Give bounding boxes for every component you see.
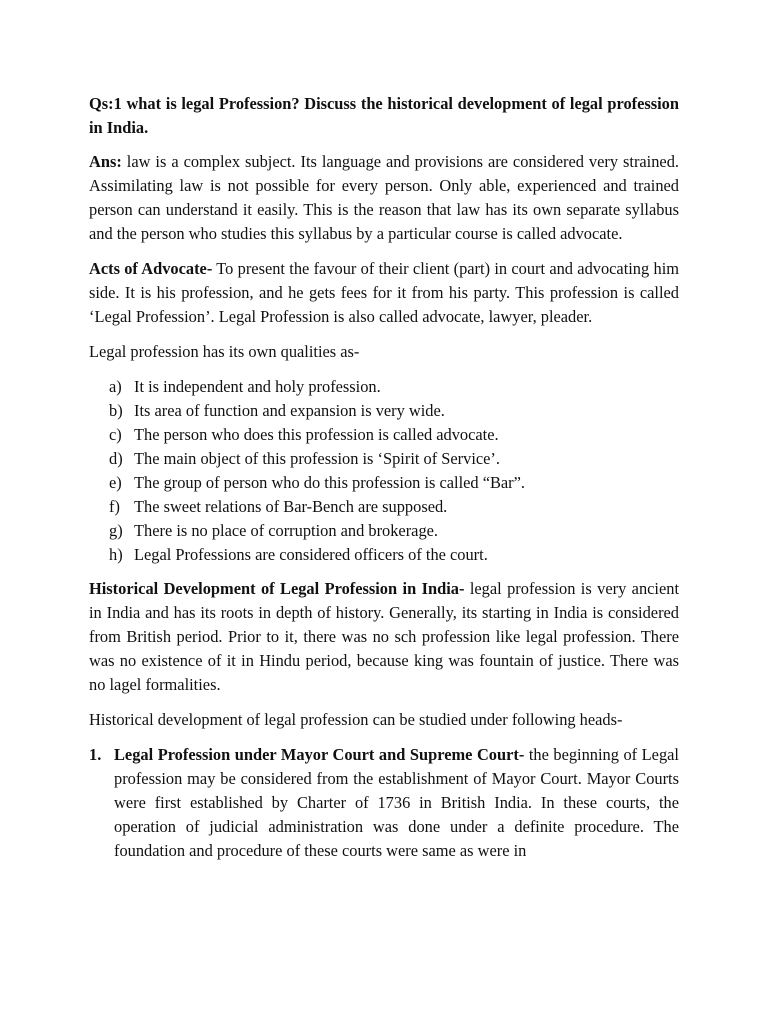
list-item-text: Its area of function and expansion is very wide. [134,401,445,420]
historical-text: legal profession is very ancient in India and has its roots in depth of history. Generally, its starting in India is considered from British period. Prior to it, there was no sch profession like legal profession. There was no existence of it in Hindu period, because king was fountain of justice. There was no lagel formalities. [89,579,679,694]
list-item-text: The main object of this profession is ‘Spirit of Service’. [134,449,500,468]
list-item [89,471,679,495]
list-item [89,399,679,423]
question-title: Qs:1 what is legal Profession? Discuss the historical development of legal profession in India. [89,94,679,137]
list-item-text: The group of person who do this profession is called “Bar”. [134,473,526,492]
list-marker: h) [109,545,123,564]
qualities-list [89,375,679,567]
list-marker: e) [109,473,122,492]
answer-label: Ans: [89,152,122,171]
numbered-item-text: the beginning of Legal profession may be considered from the establishment of Mayor Court. Mayor Courts were first established by Charter of 1736 in British India. In these courts, the operation of judicial administration was done under a definite procedure. The foundation and procedure of these courts were same as were in [114,745,679,860]
historical-paragraph [89,577,679,697]
list-item-text: The person who does this profession is called advocate. [134,425,499,444]
numbered-item-marker: 1. [89,745,102,764]
list-item [89,423,679,447]
list-marker: a) [109,377,122,396]
qualities-intro: Legal profession has its own qualities as- [89,342,360,361]
acts-text: To present the favour of their client (part) in court and advocating him side. It is his profession, and he gets fees for it from his party. This profession is called ‘Legal Profession’. Legal Profession is also called advocate, lawyer, pleader. [89,259,679,326]
historical-label: Historical Development of Legal Profession in India- [89,579,465,598]
heads-intro: Historical development of legal profession can be studied under following heads- [89,710,623,729]
list-marker: f) [109,497,120,516]
document-page [89,92,679,863]
list-marker: g) [109,521,123,540]
list-item [89,495,679,519]
answer-paragraph [89,150,679,246]
question-heading [89,92,679,140]
answer-text: law is a complex subject. Its language and provisions are considered very strained. Assimilating law is not possible for every person. Only able, experienced and trained person can understand it easily. This is the reason that law has its own separate syllabus and the person who studies this syllabus by a particular course is called advocate. [89,152,679,243]
list-item [89,519,679,543]
list-item-text: There is no place of corruption and brokerage. [134,521,439,540]
numbered-item-label: Legal Profession under Mayor Court and Supreme Court- [114,745,525,764]
list-item [89,543,679,567]
list-item-text: Legal Professions are considered officers of the court. [134,545,488,564]
list-item [89,375,679,399]
acts-label: Acts of Advocate- [89,259,213,278]
numbered-item [89,743,679,863]
list-marker: d) [109,449,123,468]
list-item-text: It is independent and holy profession. [134,377,381,396]
list-marker: c) [109,425,122,444]
list-marker: b) [109,401,123,420]
acts-paragraph [89,257,679,329]
list-item-text: The sweet relations of Bar-Bench are supposed. [134,497,448,516]
list-item [89,447,679,471]
